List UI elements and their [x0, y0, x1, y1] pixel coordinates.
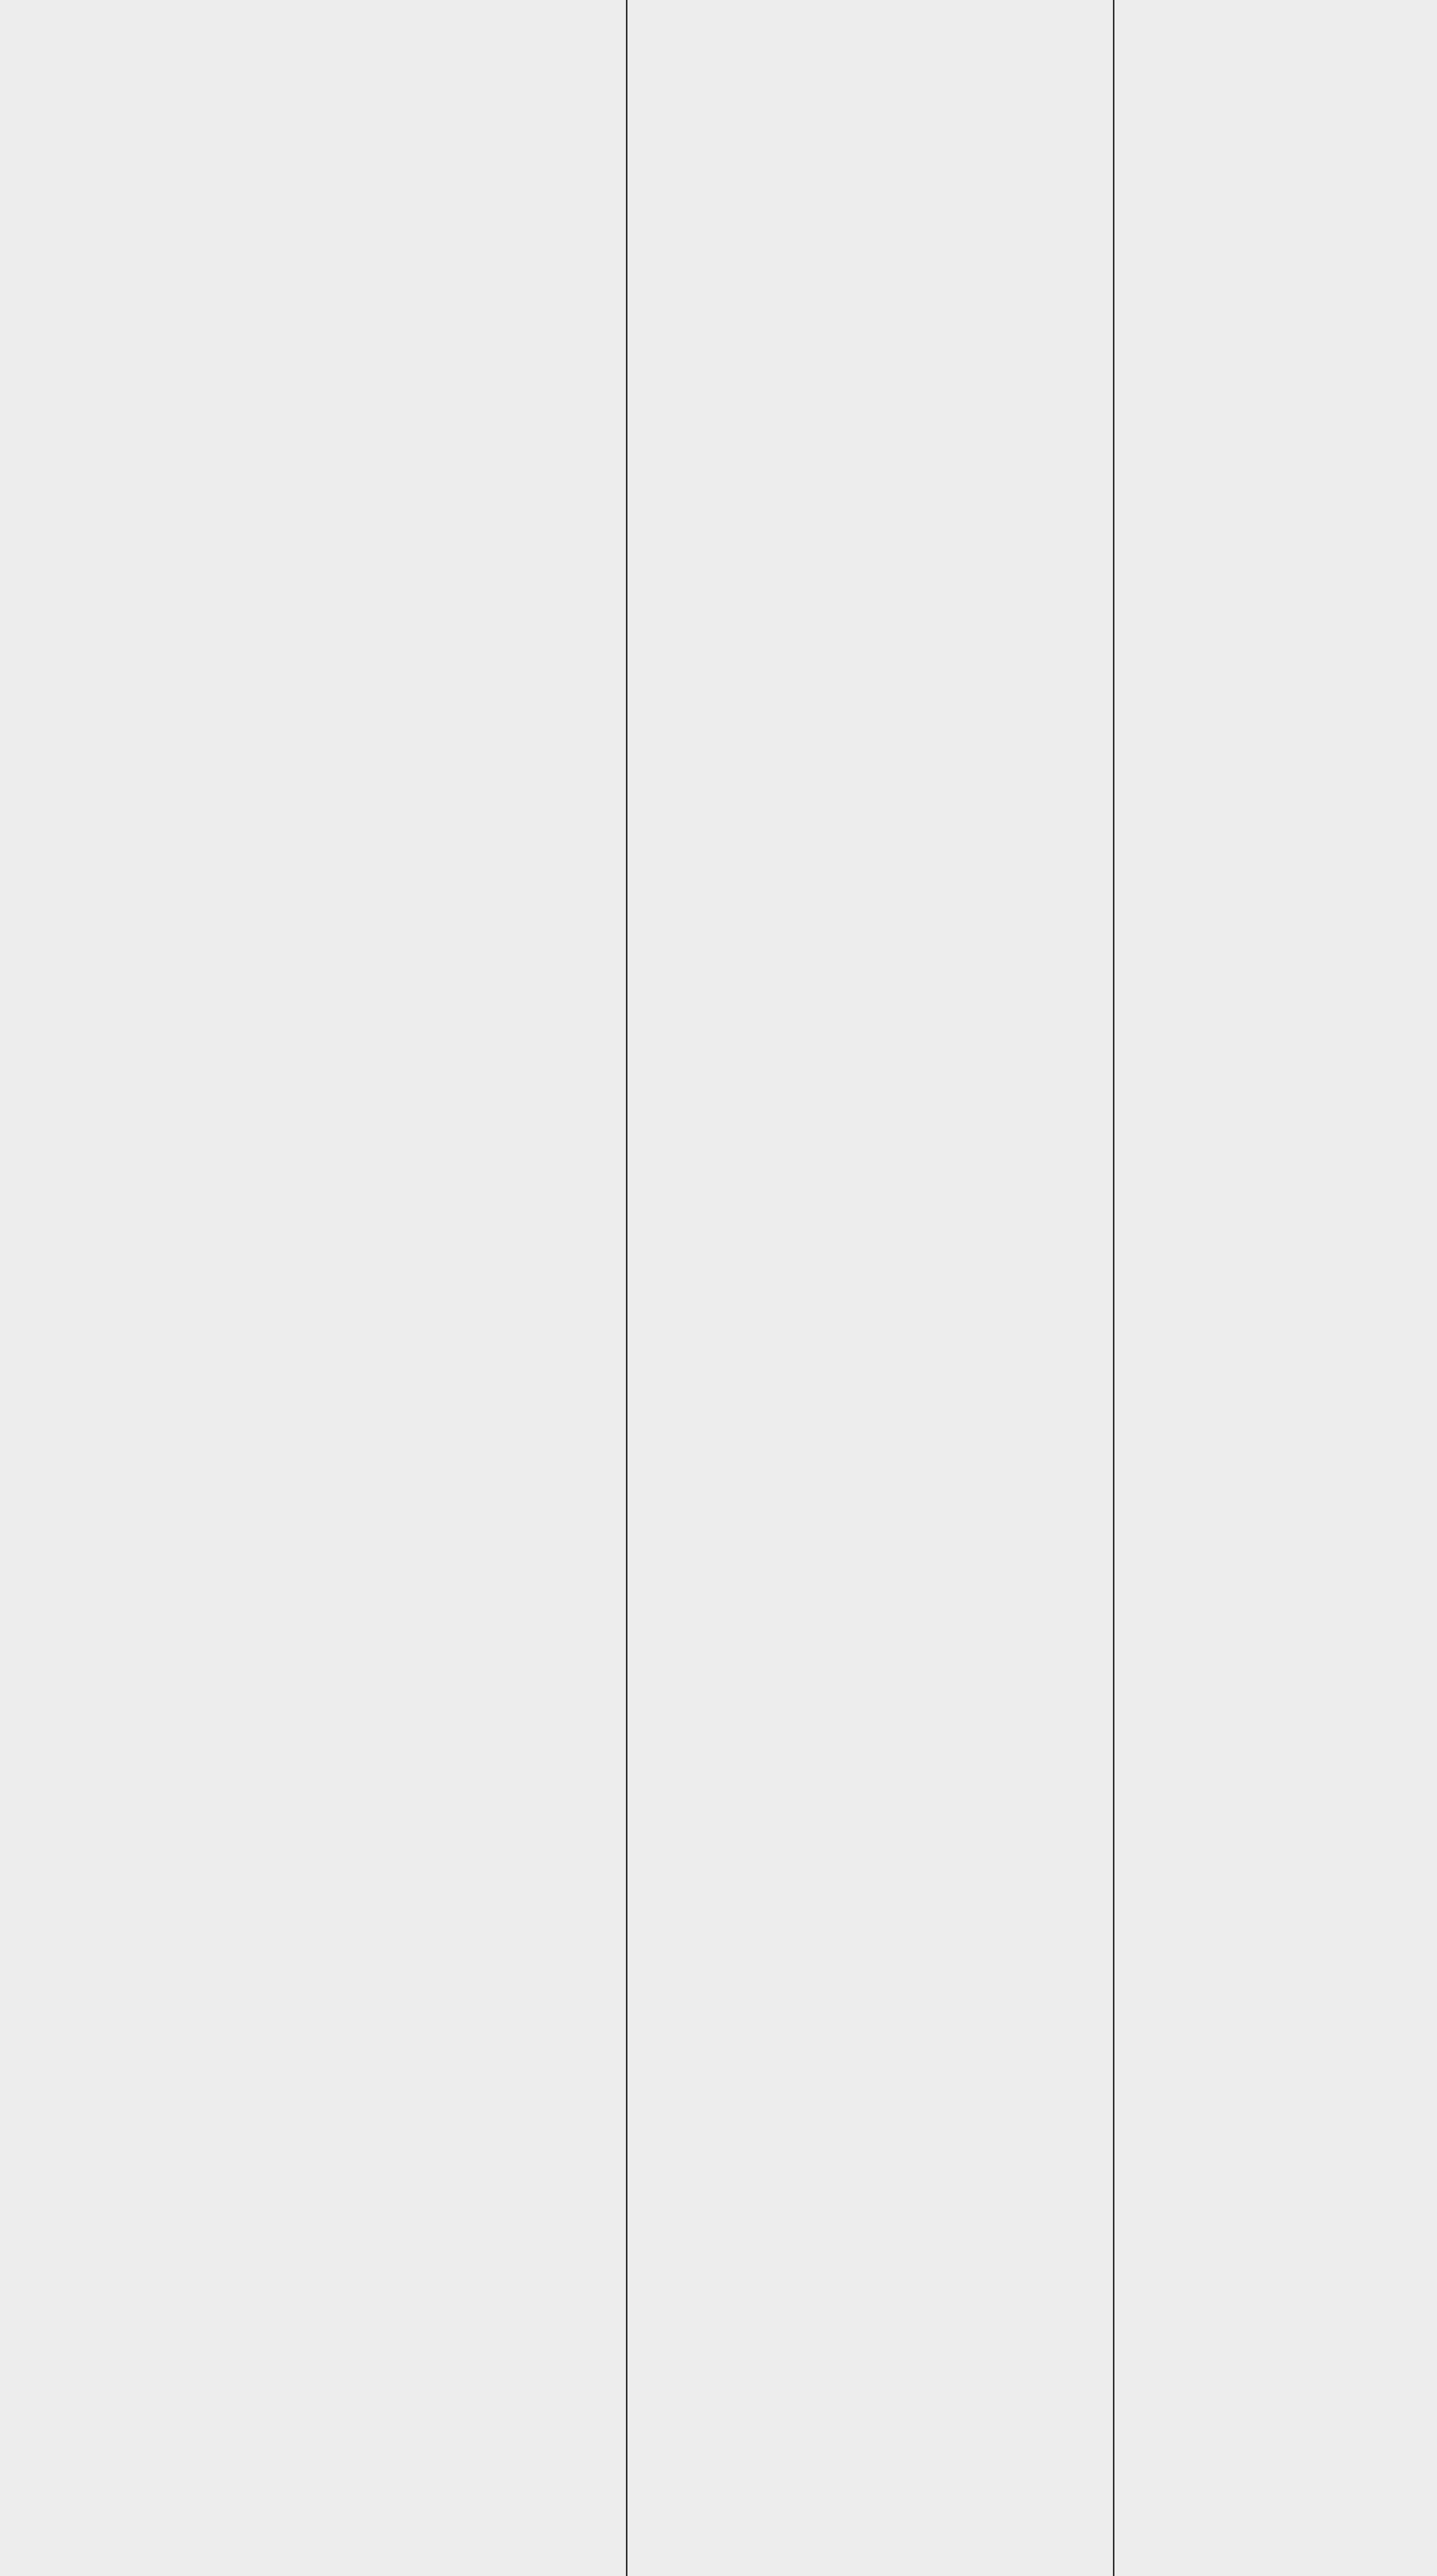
- column-separator-right: [1113, 0, 1114, 2576]
- column-separator-left: [626, 0, 627, 2576]
